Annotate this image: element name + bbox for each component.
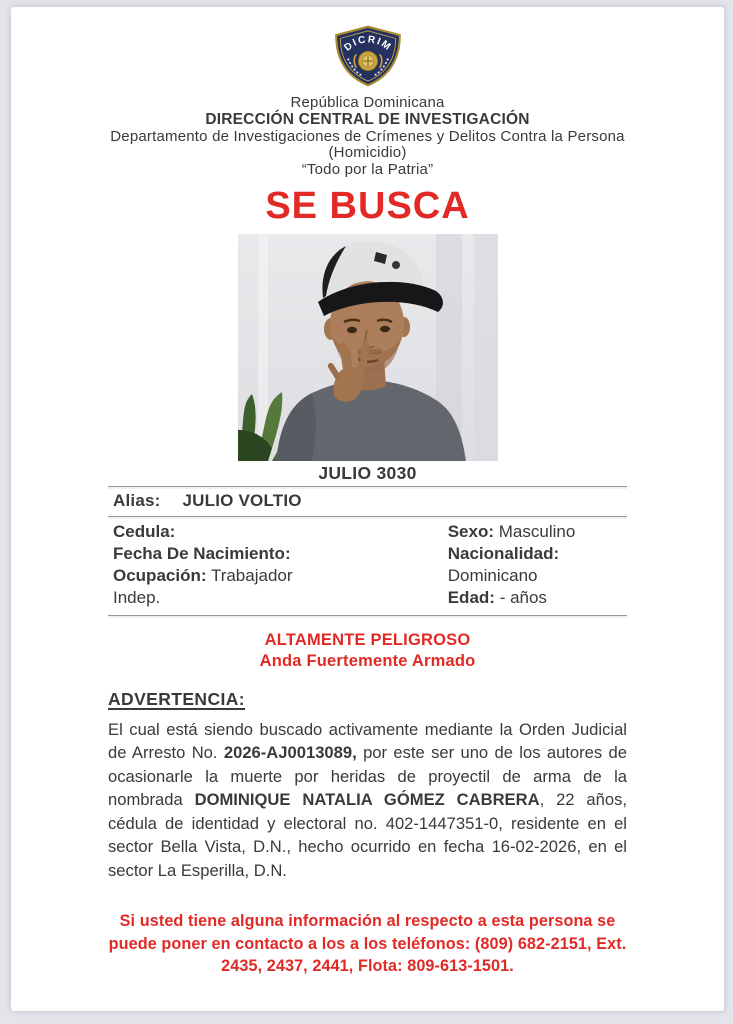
- field-fecha-nacimiento: Fecha De Nacimiento:: [113, 543, 291, 563]
- field-sexo: Sexo: Masculino: [447, 521, 576, 541]
- field-ocupacion-cont: Indep.: [113, 587, 161, 607]
- contact-info: Si usted tiene alguna información al respecto a esta persona se puede poner en contacto a los a los teléfonos: (809) 682-2151, Ext. 2435, 2437, 2441, Flota: 809-613-1501.: [108, 912, 627, 976]
- warning-text-3: , 22 años, cédula de identidad y electoral no. 402-1447351-0, residente en el sector Bella Vista, D.N., hecho ocurrido en fecha 16-02-2026, en el sector La Esperilla, D.N.: [108, 790, 627, 880]
- header-direction: DIRECCIÓN CENTRAL DE INVESTIGACIÓN: [205, 110, 530, 128]
- header-country: República Dominicana: [290, 94, 445, 111]
- photo-caption: JULIO 3030: [318, 462, 417, 483]
- header-department: Departamento de Investigaciones de Crímenes y Delitos Contra la Persona: [110, 127, 625, 145]
- danger-line-2: Anda Fuertemente Armado: [259, 651, 476, 670]
- badge-wrap: [11, 25, 724, 87]
- wanted-photo: [238, 234, 498, 461]
- warning-section: [108, 689, 627, 883]
- wanted-title: SE BUSCA: [265, 184, 470, 227]
- warning-text-2: por este ser uno de los autores de ocasionarle la muerte por heridas de proyectil de arma de la nombrada: [108, 743, 627, 810]
- danger-block: [11, 630, 724, 672]
- field-cedula: Cedula:: [113, 521, 176, 541]
- danger-line-1: ALTAMENTE PELIGROSO: [264, 630, 471, 649]
- alias-label: Alias:: [113, 490, 161, 510]
- warning-text-1: El cual está siendo buscado activamente mediante la Orden Judicial de Arresto No.: [108, 719, 627, 763]
- poster-content: [11, 7, 724, 978]
- warning-body: [108, 718, 627, 883]
- fields-left-column: [113, 521, 448, 609]
- divider: [108, 615, 627, 616]
- poster-sheet: [11, 7, 724, 1011]
- fields-grid: [108, 517, 627, 615]
- warrant-number: 2026-AJ0013089,: [223, 743, 357, 763]
- alias-row: [108, 487, 627, 516]
- info-table: [108, 486, 627, 616]
- field-nacionalidad-value: Dominicano: [447, 565, 538, 585]
- alias-value: JULIO VOLTIO: [182, 490, 302, 510]
- dicrim-badge-icon: [326, 25, 410, 87]
- field-nacionalidad: Nacionalidad:: [447, 543, 560, 563]
- header-motto: “Todo por la Patria”: [301, 161, 434, 179]
- fields-right-column: [448, 521, 622, 609]
- warning-heading: ADVERTENCIA:: [108, 688, 246, 709]
- header-unit: (Homicidio): [328, 144, 407, 162]
- victim-name: DOMINIQUE NATALIA GÓMEZ CABRERA: [194, 790, 540, 810]
- field-edad: Edad: - años: [447, 587, 547, 607]
- field-ocupacion: Ocupación: Trabajador: [113, 565, 293, 585]
- badge-text: DICRIM: [341, 34, 394, 54]
